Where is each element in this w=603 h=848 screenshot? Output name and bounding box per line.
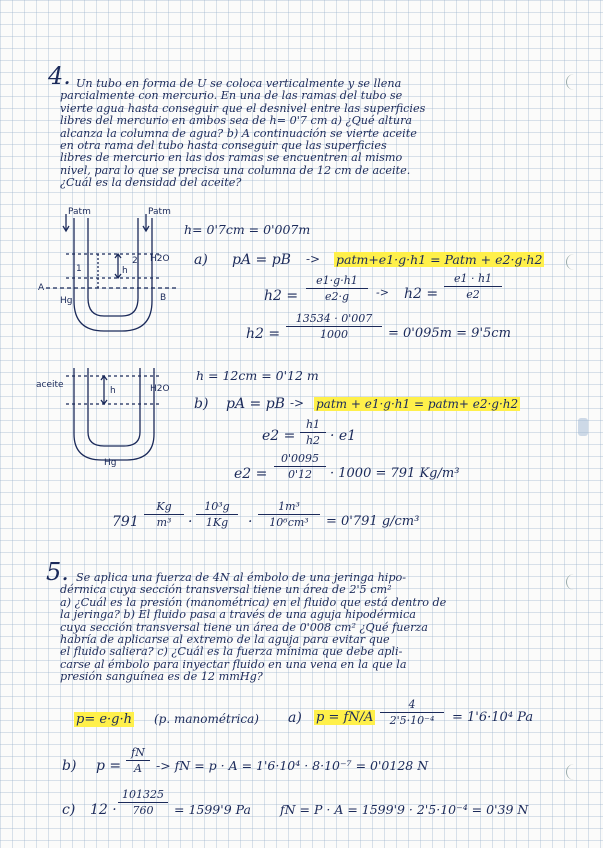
numerator: e1·g·h1 <box>306 274 368 289</box>
pressure-equality-a: pA = pB <box>232 252 291 268</box>
fraction <box>274 452 326 481</box>
fraction <box>300 418 326 447</box>
statement-line: dérmica cuya sección transversal tiene un área de 2'5 cm² <box>60 583 392 597</box>
h2-label: h2 = <box>264 288 299 304</box>
fraction <box>144 500 184 529</box>
u-tube-diagram-a <box>36 206 186 341</box>
highlight: p = fN/A <box>316 710 374 725</box>
c-lead: 12 · <box>90 802 117 818</box>
result-a: = 0'095m = 9'5cm <box>388 326 511 341</box>
arrow: -> <box>306 252 321 266</box>
e2-tail: · e1 <box>330 428 357 444</box>
denominator: h2 <box>305 434 321 447</box>
h2-label: h2 = <box>404 286 439 302</box>
statement-line: ¿Cuál es la densidad del aceite? <box>60 176 242 190</box>
denominator: 2'5·10⁻⁴ <box>389 714 435 727</box>
statement-line: cuya sección transversal tiene un área de 0'008 cm² ¿Qué fuerza <box>60 620 428 634</box>
numerator: Kg <box>144 500 184 515</box>
punch-hole-mark <box>566 764 579 780</box>
pressure-highlight <box>314 710 375 725</box>
label-h: h <box>110 386 116 396</box>
force-equation-b: -> fN = p · A = 1'6·10⁴ · 8·10⁻⁷ = 0'0128 N <box>156 758 429 773</box>
problem-5-statement <box>60 572 560 684</box>
denominator: e2 <box>466 288 480 301</box>
part-c-label: c) <box>62 802 76 818</box>
part-a-label: a) <box>288 710 302 726</box>
ink-smudge <box>578 418 588 436</box>
pressure-result-c: = 1599'9 Pa <box>174 802 251 817</box>
statement-line: alcanza la columna de agua? b) A continuación se vierte aceite <box>60 126 417 140</box>
patm-label-right: Patm <box>148 207 171 217</box>
fraction <box>286 312 382 341</box>
statement-line: carse al émbolo para inyectar fluido en una vena en la que la <box>60 657 407 671</box>
problem-4-statement <box>60 78 560 190</box>
arrow: -> <box>376 286 389 299</box>
label-2: 2 <box>132 256 138 266</box>
punch-hole-mark <box>566 74 579 90</box>
statement-line: libres de mercurio en las dos ramas se encuentren al mismo <box>60 151 403 165</box>
denominator: 1000 <box>320 328 348 341</box>
dot: · <box>188 514 193 530</box>
denominator: A <box>134 762 142 775</box>
punch-hole-mark <box>566 254 579 270</box>
highlighted-equation-a <box>334 252 544 267</box>
e2-label: e2 = <box>262 428 296 444</box>
pressure-equality-b: pA = pB <box>226 396 285 412</box>
numerator: 10³g <box>196 500 238 515</box>
label-1: 1 <box>76 264 82 274</box>
conversion-lead: 791 <box>112 514 139 530</box>
patm-label-left: Patm <box>68 207 91 217</box>
fraction <box>126 746 150 775</box>
formula-note: (p. manométrica) <box>154 712 259 726</box>
h-value: h= 0'7cm = 0'007m <box>184 222 311 237</box>
statement-line: libres del mercurio en ambos sea de h= 0'7 cm a) ¿Qué altura <box>60 114 413 128</box>
e2-label: e2 = <box>234 466 268 482</box>
oil-height-value: h = 12cm = 0'12 m <box>196 368 319 383</box>
highlight: patm+e1·g·h1 = Patm + e2·g·h2 <box>336 252 543 267</box>
label-B: B <box>160 293 167 303</box>
statement-line: presión sanguínea es de 12 mmHg? <box>60 670 263 684</box>
highlighted-equation-b <box>314 397 520 411</box>
label-water: H2O <box>150 384 170 394</box>
statement-line: Un tubo en forma de U se coloca verticalmente y se llena <box>76 77 402 90</box>
highlight: p= e·g·h <box>76 712 132 727</box>
statement-line: habría de aplicarse al extremo de la aguja para evitar que <box>60 633 390 647</box>
pressure-formula <box>74 712 134 727</box>
label-water: H2O <box>150 254 170 264</box>
part-b-label: b) <box>62 758 77 774</box>
numerator: 13534 · 0'007 <box>286 312 382 327</box>
statement-line: nivel, para lo que se precisa una columna de 12 cm de aceite. <box>60 163 411 177</box>
numerator: 1m³ <box>258 500 320 515</box>
problem-4-number: 4. <box>48 62 71 90</box>
h2-label: h2 = <box>246 326 281 342</box>
part-b-label: b) <box>194 396 209 412</box>
result-a: = 1'6·10⁴ Pa <box>452 710 534 725</box>
part-a-label: a) <box>194 252 208 268</box>
conversion-result: = 0'791 g/cm³ <box>326 514 420 529</box>
u-tube-diagram-b <box>36 362 186 472</box>
label-oil: aceite <box>36 380 64 390</box>
dot: · <box>248 514 253 530</box>
fraction <box>380 698 444 727</box>
e2-result: · 1000 = 791 Kg/m³ <box>330 466 460 481</box>
denominator: e2·g <box>324 290 350 303</box>
fraction <box>196 500 238 529</box>
statement-line: a) ¿Cuál es la presión (manométrica) en el fluido que está dentro de <box>60 595 447 609</box>
u-tube-outer <box>74 218 152 331</box>
u-tube-inner <box>88 218 138 316</box>
numerator: h1 <box>300 418 326 433</box>
problem-5-number: 5. <box>46 558 69 586</box>
fraction <box>258 500 320 529</box>
punch-hole-mark <box>566 574 579 590</box>
label-A: A <box>38 283 45 293</box>
denominator: 1Kg <box>205 516 229 529</box>
pressure-label: p = <box>96 758 122 774</box>
statement-line: la jeringa? b) El fluido pasa a través de una aguja hipodérmica <box>60 608 416 622</box>
fraction <box>444 272 502 301</box>
statement-line: el fluido saliera? c) ¿Cuál es la fuerza mínima que debe apli- <box>60 645 403 659</box>
label-h: h <box>122 266 128 276</box>
statement-line: vierte agua hasta conseguir que el desnivel entre las superficies <box>60 101 426 115</box>
fraction <box>306 274 368 303</box>
denominator: 10⁶cm³ <box>269 516 309 529</box>
denominator: m³ <box>156 516 172 529</box>
label-hg: Hg <box>104 458 117 468</box>
numerator: e1 · h1 <box>444 272 502 287</box>
numerator: fN <box>126 746 150 761</box>
denominator: 760 <box>132 804 154 817</box>
statement-line: Se aplica una fuerza de 4N al émbolo de una jeringa hipo- <box>76 571 407 584</box>
label-hg: Hg <box>60 296 73 306</box>
fraction <box>118 788 168 817</box>
arrow: -> <box>290 396 305 410</box>
numerator: 4 <box>380 698 444 713</box>
statement-line: en otra rama del tubo hasta conseguir que las superficies <box>60 139 387 153</box>
numerator: 0'0095 <box>274 452 326 467</box>
numerator: 101325 <box>118 788 168 803</box>
force-equation-c: fN = P · A = 1599'9 · 2'5·10⁻⁴ = 0'39 N <box>280 802 529 817</box>
statement-line: parcialmente con mercurio. En una de las ramas del tubo se <box>60 89 403 103</box>
highlight: patm + e1·g·h1 = patm+ e2·g·h2 <box>316 397 519 411</box>
denominator: 0'12 <box>287 468 313 481</box>
